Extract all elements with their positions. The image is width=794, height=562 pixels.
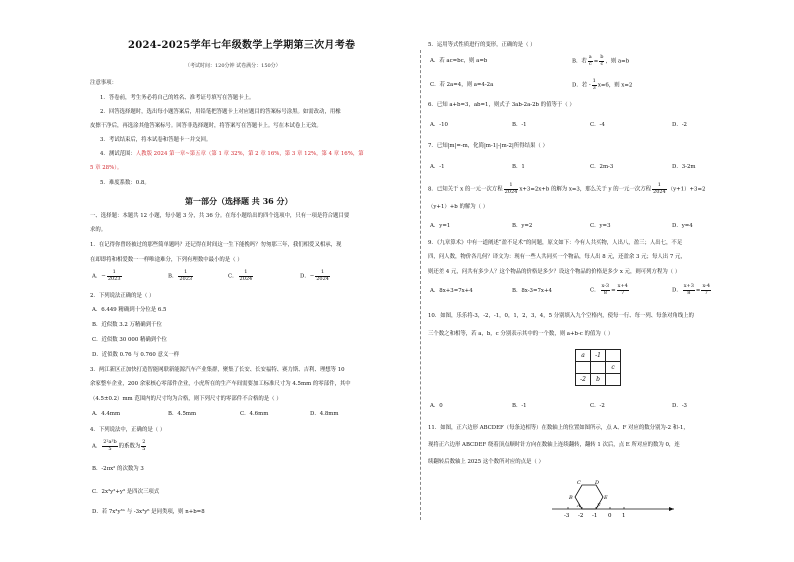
grid-cell [606, 350, 621, 362]
grid-row [576, 350, 621, 362]
q7-option-d: D．3-2m [672, 164, 696, 170]
tick-label: -2 [578, 513, 584, 519]
note-4 [100, 151, 364, 158]
q9-option-b: B．8x-3=7x+4 [512, 288, 552, 294]
q9-option-d: D． $\frac{x+3}{8}$ = $\frac{x-4}{7}$ [672, 283, 711, 296]
q2-stem: 2．下列说法正确的是（ ） [90, 293, 155, 299]
q1-stem-1: 1．在记得你曾经被过的那些简单题吗？还记得在时间这一生下能挽吗？勿匆那三年，我们相爱又相承，现 [90, 242, 342, 248]
q9-stem-3: 则还差 4 元，问共有多少人？这个物品的价格是多少？设这个物品的价格是多少 x 元，则可列方程为（ ） [428, 269, 681, 275]
q5-stem: 5．运用等式性质进行的变形，正确的是（ ） [428, 42, 536, 48]
q8-option-d: D．y=4 [672, 223, 693, 229]
grid-cell: a [576, 350, 591, 362]
vertex-label-e: E [604, 495, 608, 501]
q7-option-b: B．1 [512, 164, 525, 170]
page-title: 2024-2025学年七年级数学上学期第三次月考卷 [128, 40, 356, 51]
column-divider [420, 50, 421, 520]
q5-d-fraction: $\frac{1}{3}$ [592, 78, 596, 91]
q11-stem-1: 11．如图，正六边形 ABCDEF（每条边相等）在数轴上的位置如图所示，点 A、F 对应的数分别为-2 和-1， [428, 425, 689, 431]
notes-heading: 注意事项： [90, 80, 117, 86]
q7-option-a: A．-1 [430, 164, 445, 170]
q6-stem: 6．已知 a+b=3，ab=1，则式子 3ab-2a-2b 的值等于（ ） [428, 102, 575, 108]
q6-option-a: A．-10 [430, 122, 448, 128]
q5-option-b: B．若 $\frac{a}{c}$ = $\frac{b}{c}$ ，则 a=b [572, 54, 630, 67]
q2-option-a: A．6.449 精确到十分位是 6.5 [92, 307, 167, 313]
q5-option-d: D．若 - $\frac{1}{3}$ x=6，则 x=2 [572, 78, 633, 91]
q1-d-fraction: $\frac{1}{2024}$ [316, 269, 329, 282]
q1-option-c: C． $\frac{1}{2024}$ [228, 269, 253, 282]
note-2a: 2．回答选择题时，选出每小题答案后，用铅笔把答题卡上对应题目的答案标号涂黑。如需改动，用橡 [100, 109, 341, 115]
q1-a-fraction: $\frac{1}{2023}$ [107, 269, 121, 282]
q9-stem-1: 9．《九章算术》中有一道阐述“盈不足术”的问题，原文如下：今有人共买物，人出八，盈三；人出七，不足 [428, 240, 683, 246]
q10-option-c: C．-2 [590, 403, 605, 409]
hexagon-number-line-figure [548, 470, 678, 530]
magic-square-grid [575, 349, 621, 386]
q8-option-b: B．y=2 [512, 223, 533, 229]
q8-fraction-2: $\frac{1}{2024}$ [653, 182, 666, 195]
q11-stem-3: 续翻转后数轴上 2025 这个数所对应的点是（ ） [428, 459, 544, 465]
q5-option-a: A．若 ac=bc，则 a=b [430, 58, 488, 64]
q1-c-fraction: $\frac{1}{2024}$ [239, 269, 253, 282]
q4-a-fraction: $\frac{\text{2²a³b}}{5}$ [103, 439, 117, 452]
vertex-label-b: B [569, 495, 573, 501]
note-3: 3．考试结束后，将本试卷和答题卡一并交回。 [100, 137, 212, 143]
vertex-label-c: C [577, 480, 581, 486]
note-5: 5．难度系数：0.8。 [100, 180, 150, 186]
q5-b-fraction-1: $\frac{a}{c}$ [588, 54, 592, 67]
q4-option-c: C．2x³y²+y³ 是四次三项式 [92, 489, 160, 495]
q6-option-c: C．-4 [590, 122, 605, 128]
q5-option-c: C．若 2a=4，则 a=4-2a [430, 82, 494, 88]
q1-b-fraction: $\frac{1}{2023}$ [179, 269, 193, 282]
part1-intro-1: 一、选择题：本题共 12 小题，每小题 3 分，共 36 分。在每小题给出的四个选项中，只有一项是符合题目要 [90, 213, 350, 219]
q9-option-a: A．8x+3=7x+4 [430, 288, 473, 294]
q6-option-b: B．-1 [512, 122, 527, 128]
q4-stem: 4．下列说法中，正确的是（ ） [90, 427, 166, 433]
tick-label: 1 [622, 513, 626, 519]
grid-cell [606, 374, 621, 386]
q10-stem-2: 三个数之和相等，若 a，b，c 分别表示其中的一个数，则 a+b-c 的值为（ ） [428, 331, 614, 337]
q8-stem-2: （y+1）+b 的解为（ ） [428, 204, 489, 210]
q4-option-a: A． $\frac{\text{2²a³b}}{5}$ 的系数为 $\frac{2}{5}$ [92, 439, 146, 452]
q9-c-fraction-1: $\frac{x-3}{8}$ [601, 283, 610, 296]
q3-stem-1: 3．两江新区正加快打造智能网联新能源汽车产业集群，聚集了长安、长安福特、赛力斯、吉利、理想等 10 [90, 367, 345, 373]
grid-row [576, 374, 621, 386]
q2-option-b: B．近似数 3.2 万精确到千位 [92, 322, 162, 328]
q9-option-c: C． $\frac{x-3}{8}$ = $\frac{x+4}{7}$ [590, 283, 628, 296]
vertex-label-a: A [577, 503, 581, 509]
tick-label: -1 [592, 513, 598, 519]
q7-option-c: C．2m-3 [590, 164, 614, 170]
q3-stem-3: （4.5±0.2）mm 范围内的尺寸均为合格，则下列尺寸的零部件不合格的是（ ） [90, 396, 282, 402]
grid-row [576, 362, 621, 374]
q4-a-coefficient: $\frac{2}{5}$ [142, 439, 146, 452]
q10-stem-1: 10．如图，乐乐将-3，-2，-1，0，1，2，3，4，5 分别填入九个空格内，使每一行、每一列、每条对角线上的 [428, 313, 694, 319]
q10-option-d: D．-3 [672, 403, 687, 409]
vertex-label-f: F [597, 503, 601, 509]
number-line-arrow [669, 507, 674, 511]
tick-label: 0 [608, 513, 612, 519]
q8-option-c: C．y=3 [590, 223, 611, 229]
q9-c-fraction-2: $\frac{x+4}{7}$ [617, 283, 628, 296]
q4-option-b: B．-2πx² 的次数为 3 [92, 466, 144, 472]
q8-fraction-1: $\frac{1}{2024}$ [504, 182, 518, 195]
note-4-label: 4．测试范围： [100, 151, 136, 157]
q1-option-a: A．− $\frac{1}{2023}$ [92, 269, 121, 282]
q1-option-b: B． $\frac{1}{2023}$ [168, 269, 193, 282]
note-4-range: 人教版 2024 第一章~第五章（第 1 章 32%，第 2 章 16%，第 3 章 12%，第 4 章 16%，第 [135, 151, 364, 157]
q1-option-d: D．− $\frac{1}{2024}$ [300, 269, 329, 282]
q3-option-a: A．4.4mm [92, 411, 121, 417]
q9-d-fraction-1: $\frac{x+3}{8}$ [683, 283, 694, 296]
grid-cell: b [591, 374, 606, 386]
q11-stem-2: 现将正六边形 ABCDEF 绕着顶点顺时针方向在数轴上连续翻转，翻转 1 次后，点 E 所对应的数为 0，连 [428, 442, 680, 448]
grid-cell: c [606, 362, 621, 374]
q9-stem-2: 四，问人数，物价各几何？译文为：现有一些人共同买一个物品，每人出 8 元，还盈余 3 元；每人出 7 元， [428, 254, 686, 260]
grid-cell [591, 362, 606, 374]
q3-option-d: D．4.8mm [310, 411, 339, 417]
note-4-tail: 5 章 28%）。 [90, 165, 123, 171]
grid-cell: -1 [591, 350, 606, 362]
grid-cell [576, 362, 591, 374]
page-subtitle: （考试时间：120分钟 试卷满分：150分） [185, 63, 281, 69]
q5-b-fraction-2: $\frac{b}{c}$ [600, 54, 604, 67]
tick-label: -3 [564, 513, 570, 519]
q8-option-a: A．y=1 [430, 223, 451, 229]
q3-option-c: C．4.6mm [240, 411, 269, 417]
q1-stem-2: 在却即将和相爱数一一样唯途难分，下列有理数中最小的是（ ） [90, 257, 243, 263]
q4-option-d: D．若 7x³y³ⁿ 与 -3x³y⁶ 是同类项，则 n+b=8 [92, 509, 205, 515]
q6-option-d: D．-2 [672, 122, 687, 128]
q10-option-b: B．-1 [512, 403, 527, 409]
part1-intro-2: 求的。 [90, 227, 107, 233]
q9-d-fraction-2: $\frac{x-4}{7}$ [702, 283, 711, 296]
q3-option-b: B．4.5mm [168, 411, 197, 417]
grid-cell: -2 [576, 374, 591, 386]
q10-option-a: A．0 [430, 403, 443, 409]
q7-stem: 7．已知|m|=-m，化简|m-1|-|m-2|所得结果（ ） [428, 143, 548, 149]
q2-option-c: C．近似数 30 000 精确到个位 [92, 337, 167, 343]
vertex-label-d: D [595, 480, 600, 486]
q2-option-d: D．近似数 0.76 与 0.760 意义一样 [92, 352, 180, 358]
note-1: 1．答卷前，考生务必将自己的姓名、准考证号填写在答题卡上。 [100, 95, 255, 101]
q8-stem-1: 8．已知关于 x 的一元一次方程 $\frac{1}{2024}$ x+3=2x+b 的解为 x=3，那么关于 y 的一元一次方程 $\frac{1}{2024}$ （y+1）+3=2 [428, 182, 706, 195]
note-2b: 皮擦干净后，再选涂其他答案标号。回答非选择题时，将答案写在答题卡上。写在本试卷上无效。 [90, 123, 322, 129]
part1-heading: 第一部分（选择题 共 36 分） [185, 196, 293, 206]
q3-stem-2: 余家整车企业，200 余家核心零部件企业，小虎所在的生产车间需要加工标准尺寸为 4.5mm 的零部件，其中 [90, 381, 351, 387]
